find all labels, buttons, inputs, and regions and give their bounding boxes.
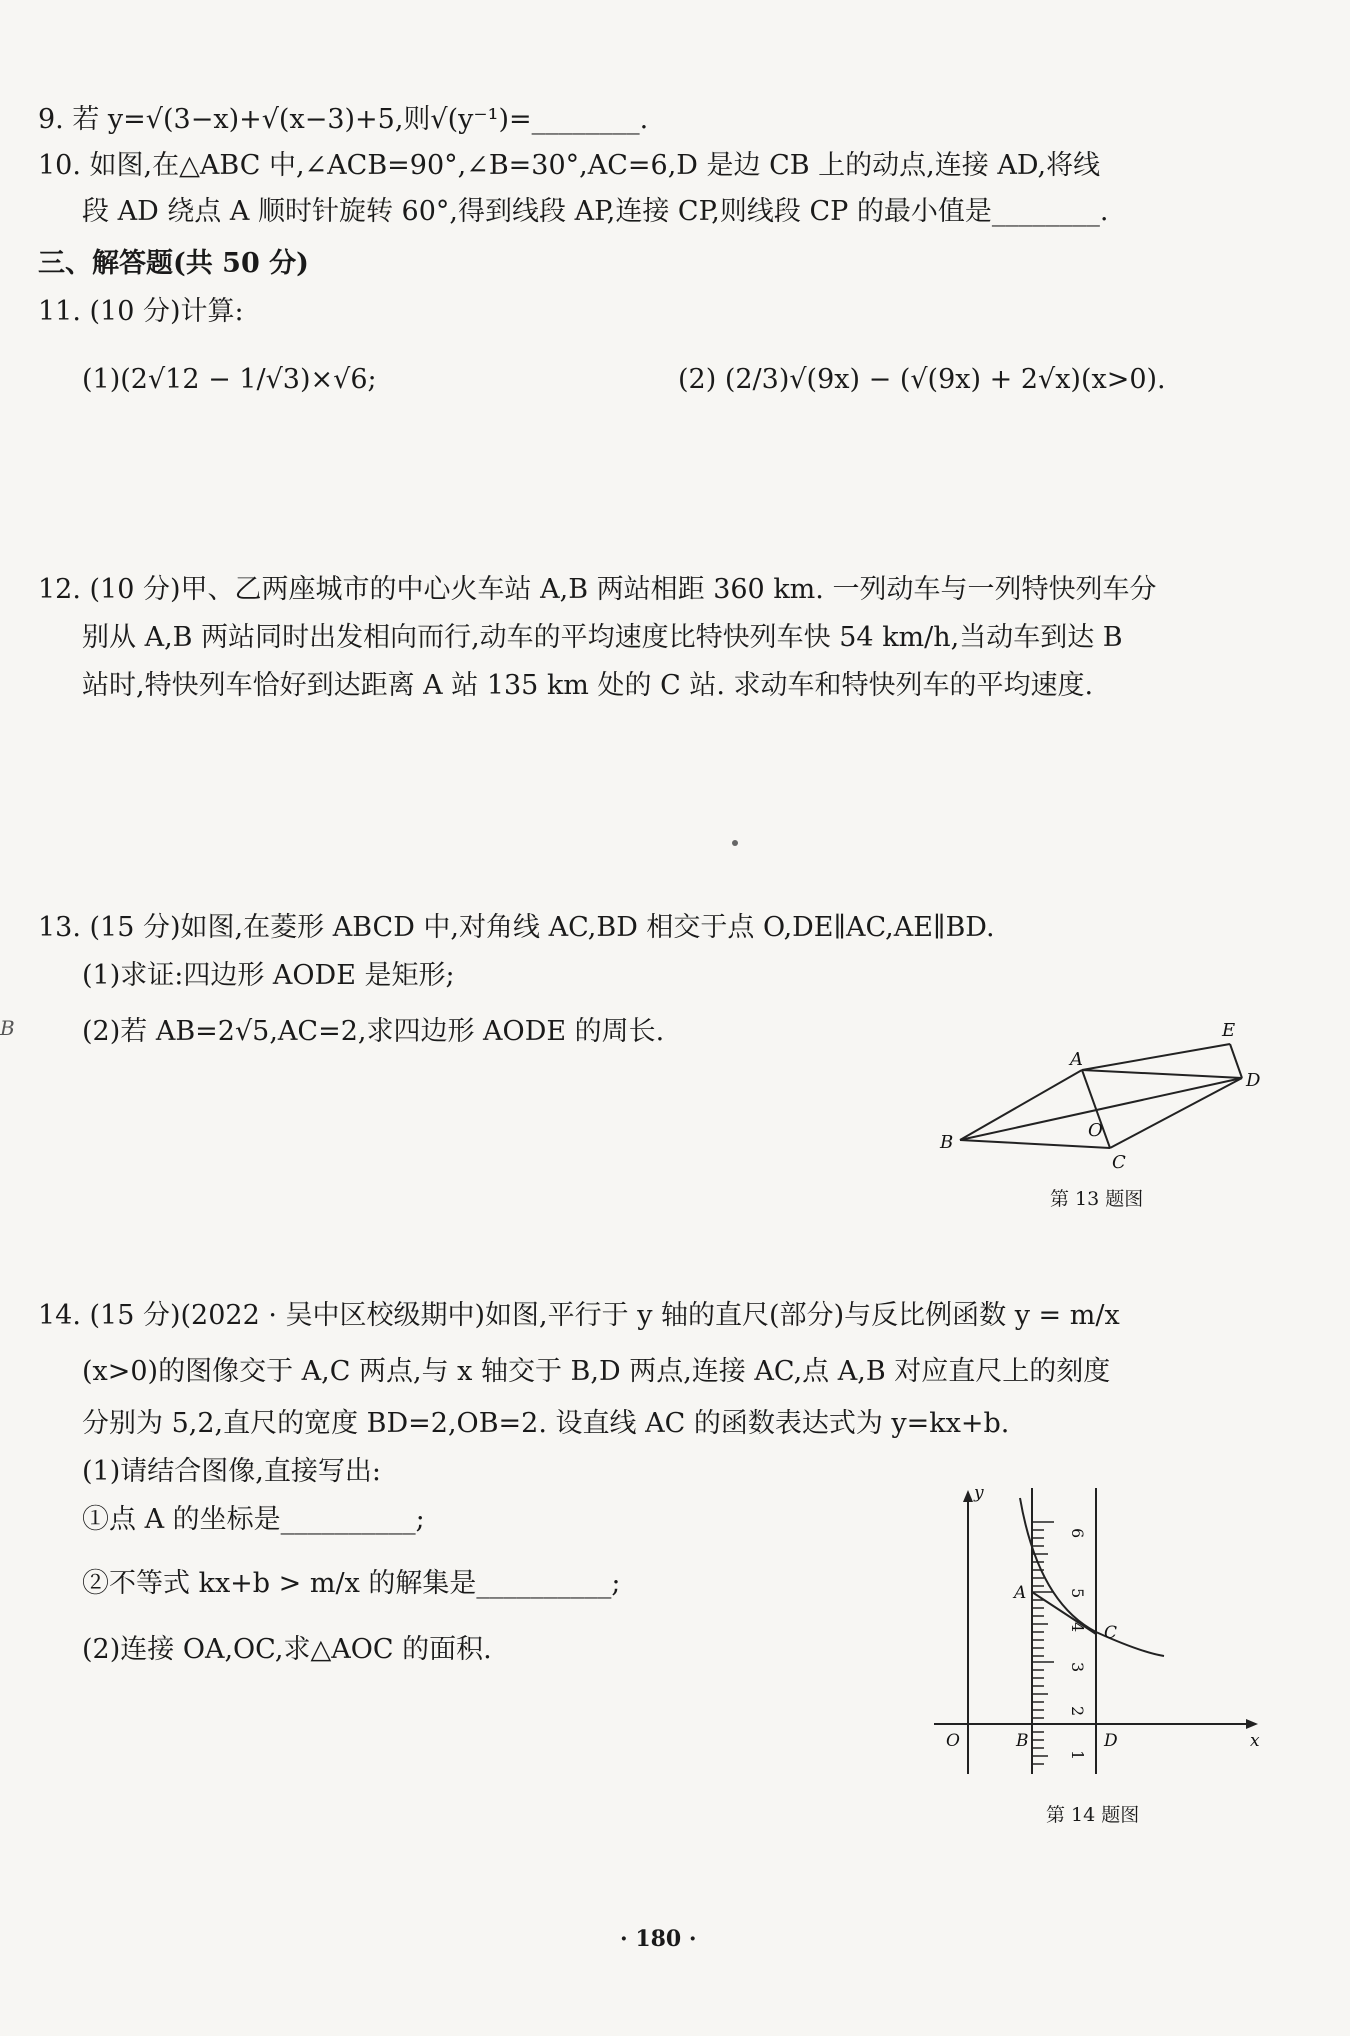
x-axis-arrow (1246, 1719, 1258, 1729)
speck (732, 840, 738, 846)
label-a: A (1014, 1583, 1027, 1603)
label-c: C (1104, 1623, 1118, 1643)
segment-cb (960, 1140, 1110, 1148)
question-12-line-3: 站时,特快列车恰好到达距离 A 站 135 km 处的 C 站. 求动车和特快列车的平均速度. (82, 670, 1094, 701)
ruler-tick-1: 1 (1068, 1750, 1087, 1761)
figure-13-caption: 第 13 题图 (1050, 1188, 1144, 1210)
ruler-tick-5: 5 (1068, 1588, 1087, 1599)
section-heading-3: 三、解答题(共 50 分) (38, 248, 309, 279)
segment-ba (960, 1070, 1082, 1140)
question-12-line-1: 12. (10 分)甲、乙两座城市的中心火车站 A,B 两站相距 360 km. 一列动车与一列特快列车分 (38, 574, 1157, 605)
question-10-line-2: 段 AD 绕点 A 顺时针旋转 60°,得到线段 AP,连接 CP,则线段 CP 的最小值是________. (82, 196, 1109, 227)
question-10-line-1: 10. 如图,在△ABC 中,∠ACB=90°,∠B=30°,AC=6,D 是边 CB 上的动点,连接 AD,将线 (38, 150, 1101, 181)
y-axis-arrow (963, 1490, 973, 1502)
label-o: O (946, 1731, 960, 1751)
label-b: B (940, 1132, 954, 1153)
segment-dc (1110, 1078, 1242, 1148)
label-o: O (1088, 1120, 1103, 1141)
question-11-part-1: (1)(2√12 − 1/√3)×√6; (82, 364, 377, 395)
label-d: D (1246, 1070, 1261, 1091)
segment-ed (1230, 1044, 1242, 1078)
figure-14-caption: 第 14 题图 (1046, 1804, 1140, 1826)
question-14-line-3: 分别为 5,2,直尺的宽度 BD=2,OB=2. 设直线 AC 的函数表达式为 y=kx+b. (82, 1408, 1010, 1439)
label-d: D (1104, 1731, 1118, 1751)
question-14-line-2: (x>0)的图像交于 A,C 两点,与 x 轴交于 B,D 两点,连接 AC,点 A,B 对应直尺上的刻度 (82, 1356, 1111, 1387)
page-number: · 180 · (620, 1926, 697, 1952)
figure-14-ruler-graph (920, 1484, 1280, 1784)
question-14-part-2: (2)连接 OA,OC,求△AOC 的面积. (82, 1634, 492, 1665)
question-13-part-1: (1)求证:四边形 AODE 是矩形; (82, 960, 455, 991)
segment-ad (1082, 1070, 1242, 1078)
label-e: E (1222, 1020, 1236, 1041)
label-b: B (1016, 1731, 1029, 1751)
label-y: y (974, 1484, 984, 1503)
ruler-tick-6: 6 (1068, 1528, 1087, 1539)
question-11-part-2: (2) (2/3)√(9x) − (√(9x) + 2√x)(x>0). (678, 364, 1166, 395)
question-14-line-1: 14. (15 分)(2022 · 吴中区校级期中)如图,平行于 y 轴的直尺(部分)与反比例函数 y = m/x (38, 1300, 1120, 1331)
question-13: 13. (15 分)如图,在菱形 ABCD 中,对角线 AC,BD 相交于点 O,DE∥AC,AE∥BD. (38, 912, 995, 943)
ruler-tick-4: 4 (1068, 1622, 1087, 1633)
label-x: x (1250, 1731, 1260, 1751)
question-14-part-1: (1)请结合图像,直接写出: (82, 1456, 381, 1487)
question-11: 11. (10 分)计算: (38, 296, 244, 327)
ruler-tick-2: 2 (1068, 1706, 1087, 1717)
question-14-part-1a: ①点 A 的坐标是__________; (82, 1504, 425, 1535)
question-14-part-1b: ②不等式 kx+b > m/x 的解集是__________; (82, 1568, 621, 1599)
label-c: C (1112, 1152, 1126, 1170)
segment-ae (1082, 1044, 1230, 1070)
margin-mark: B (0, 1016, 15, 1040)
question-12-line-2: 别从 A,B 两站同时出发相向而行,动车的平均速度比特快列车快 54 km/h,当动车到达 B (82, 622, 1123, 653)
figure-13-rhombus (930, 1010, 1270, 1170)
label-a: A (1070, 1049, 1083, 1070)
ruler-tick-3: 3 (1068, 1662, 1087, 1673)
question-9: 9. 若 y=√(3−x)+√(x−3)+5,则√(y⁻¹)=________. (38, 104, 649, 135)
question-13-part-2: (2)若 AB=2√5,AC=2,求四边形 AODE 的周长. (82, 1016, 665, 1047)
